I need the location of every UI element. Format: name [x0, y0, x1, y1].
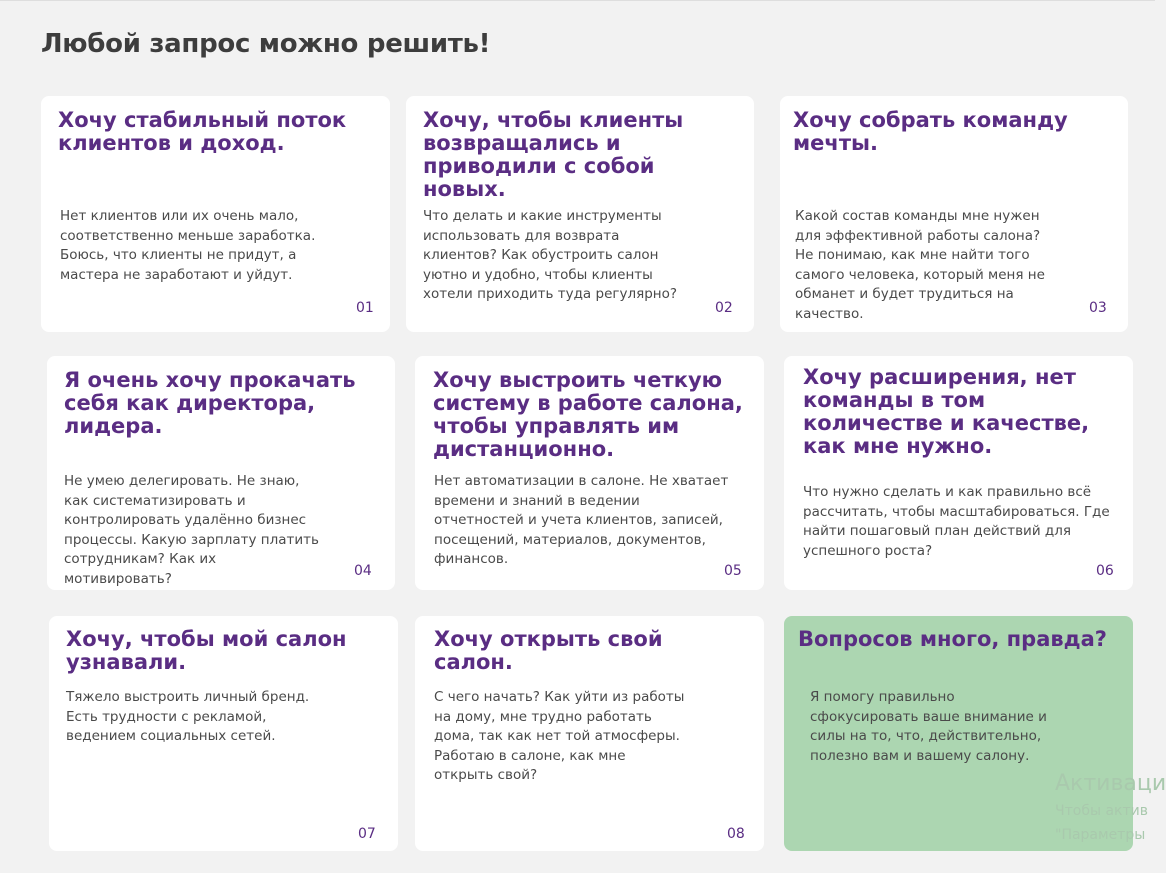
request-card-05[interactable] — [415, 356, 764, 590]
card-description: Тяжело выстроить личный бренд. Есть трудности с рекламой, ведением социальных сетей. — [66, 689, 310, 744]
card-description: Нет автоматизации в салоне. Не хватает времени и знаний в ведении отчетностей и учета клиентов, записей, посещений, материалов, документов, финансов. — [434, 473, 729, 567]
request-card-01[interactable] — [41, 96, 390, 332]
card-title: Хочу расширения, нет команды в том количестве и качестве, как мне нужно. — [803, 365, 1090, 458]
request-card-03[interactable] — [780, 96, 1128, 332]
watermark-line: "Параметры — [1055, 827, 1146, 843]
card-title: Хочу открыть свой салон. — [434, 627, 663, 674]
watermark-line: Чтобы актив — [1055, 803, 1148, 819]
card-description: Нет клиентов или их очень мало, соответственно меньше заработка. Боюсь, что клиенты не придут, а мастера не заработают и уйдут. — [60, 208, 316, 283]
card-number: 01 — [356, 300, 374, 316]
card-title: Я очень хочу прокачать себя как директора, лидера. — [64, 368, 356, 438]
card-title: Хочу, чтобы мой салон узнавали. — [66, 627, 347, 674]
card-number: 06 — [1096, 563, 1114, 579]
windows-activation-watermark — [1055, 769, 1166, 847]
card-number: 05 — [724, 563, 742, 579]
request-card-04[interactable] — [47, 356, 395, 590]
request-card-07[interactable] — [49, 616, 398, 851]
watermark-title: Активаци — [1055, 771, 1166, 796]
request-card-06[interactable] — [784, 356, 1133, 590]
request-card-02[interactable] — [406, 96, 754, 332]
card-description: Не умею делегировать. Не знаю, как систематизировать и контролировать удалённо бизнес процессы. Какую зарплату платить сотрудникам? Как их мотивировать? — [64, 473, 319, 587]
card-title: Хочу выстроить четкую систему в работе салона, чтобы управлять им дистанционно. — [433, 368, 743, 461]
card-title: Хочу собрать команду мечты. — [793, 108, 1068, 155]
card-description: Какой состав команды мне нужен для эффективной работы салона? Не понимаю, как мне найти того самого человека, который меня не обманет и будет трудиться на качество. — [795, 208, 1045, 322]
request-card-08[interactable] — [415, 616, 764, 851]
page-title: Любой запрос можно решить! — [41, 29, 491, 59]
card-title: Хочу, чтобы клиенты возвращались и приводили с собой новых. — [423, 108, 684, 201]
card-description: С чего начать? Как уйти из работы на дому, мне трудно работать дома, так как нет той атмосферы. Работаю в салоне, как мне открыть свой? — [434, 689, 685, 783]
card-description: Что делать и какие инструменты использовать для возврата клиентов? Как обустроить салон уютно и удобно, чтобы клиенты хотели приходить туда регулярно? — [423, 208, 678, 302]
card-title: Хочу стабильный поток клиентов и доход. — [58, 108, 347, 155]
card-description: Что нужно сделать и как правильно всё рассчитать, чтобы масштабироваться. Где найти пошаговый план действий для успешного роста? — [803, 484, 1110, 559]
card-number: 08 — [727, 826, 745, 842]
card-number: 04 — [354, 563, 372, 579]
card-number: 07 — [358, 826, 376, 842]
card-number: 03 — [1089, 300, 1107, 316]
summary-title: Вопросов много, правда? — [798, 627, 1107, 651]
summary-description: Я помогу правильно сфокусировать ваше внимание и силы на то, что, действительно, полезно вам и вашему салону. — [810, 689, 1047, 764]
card-number: 02 — [715, 300, 733, 316]
